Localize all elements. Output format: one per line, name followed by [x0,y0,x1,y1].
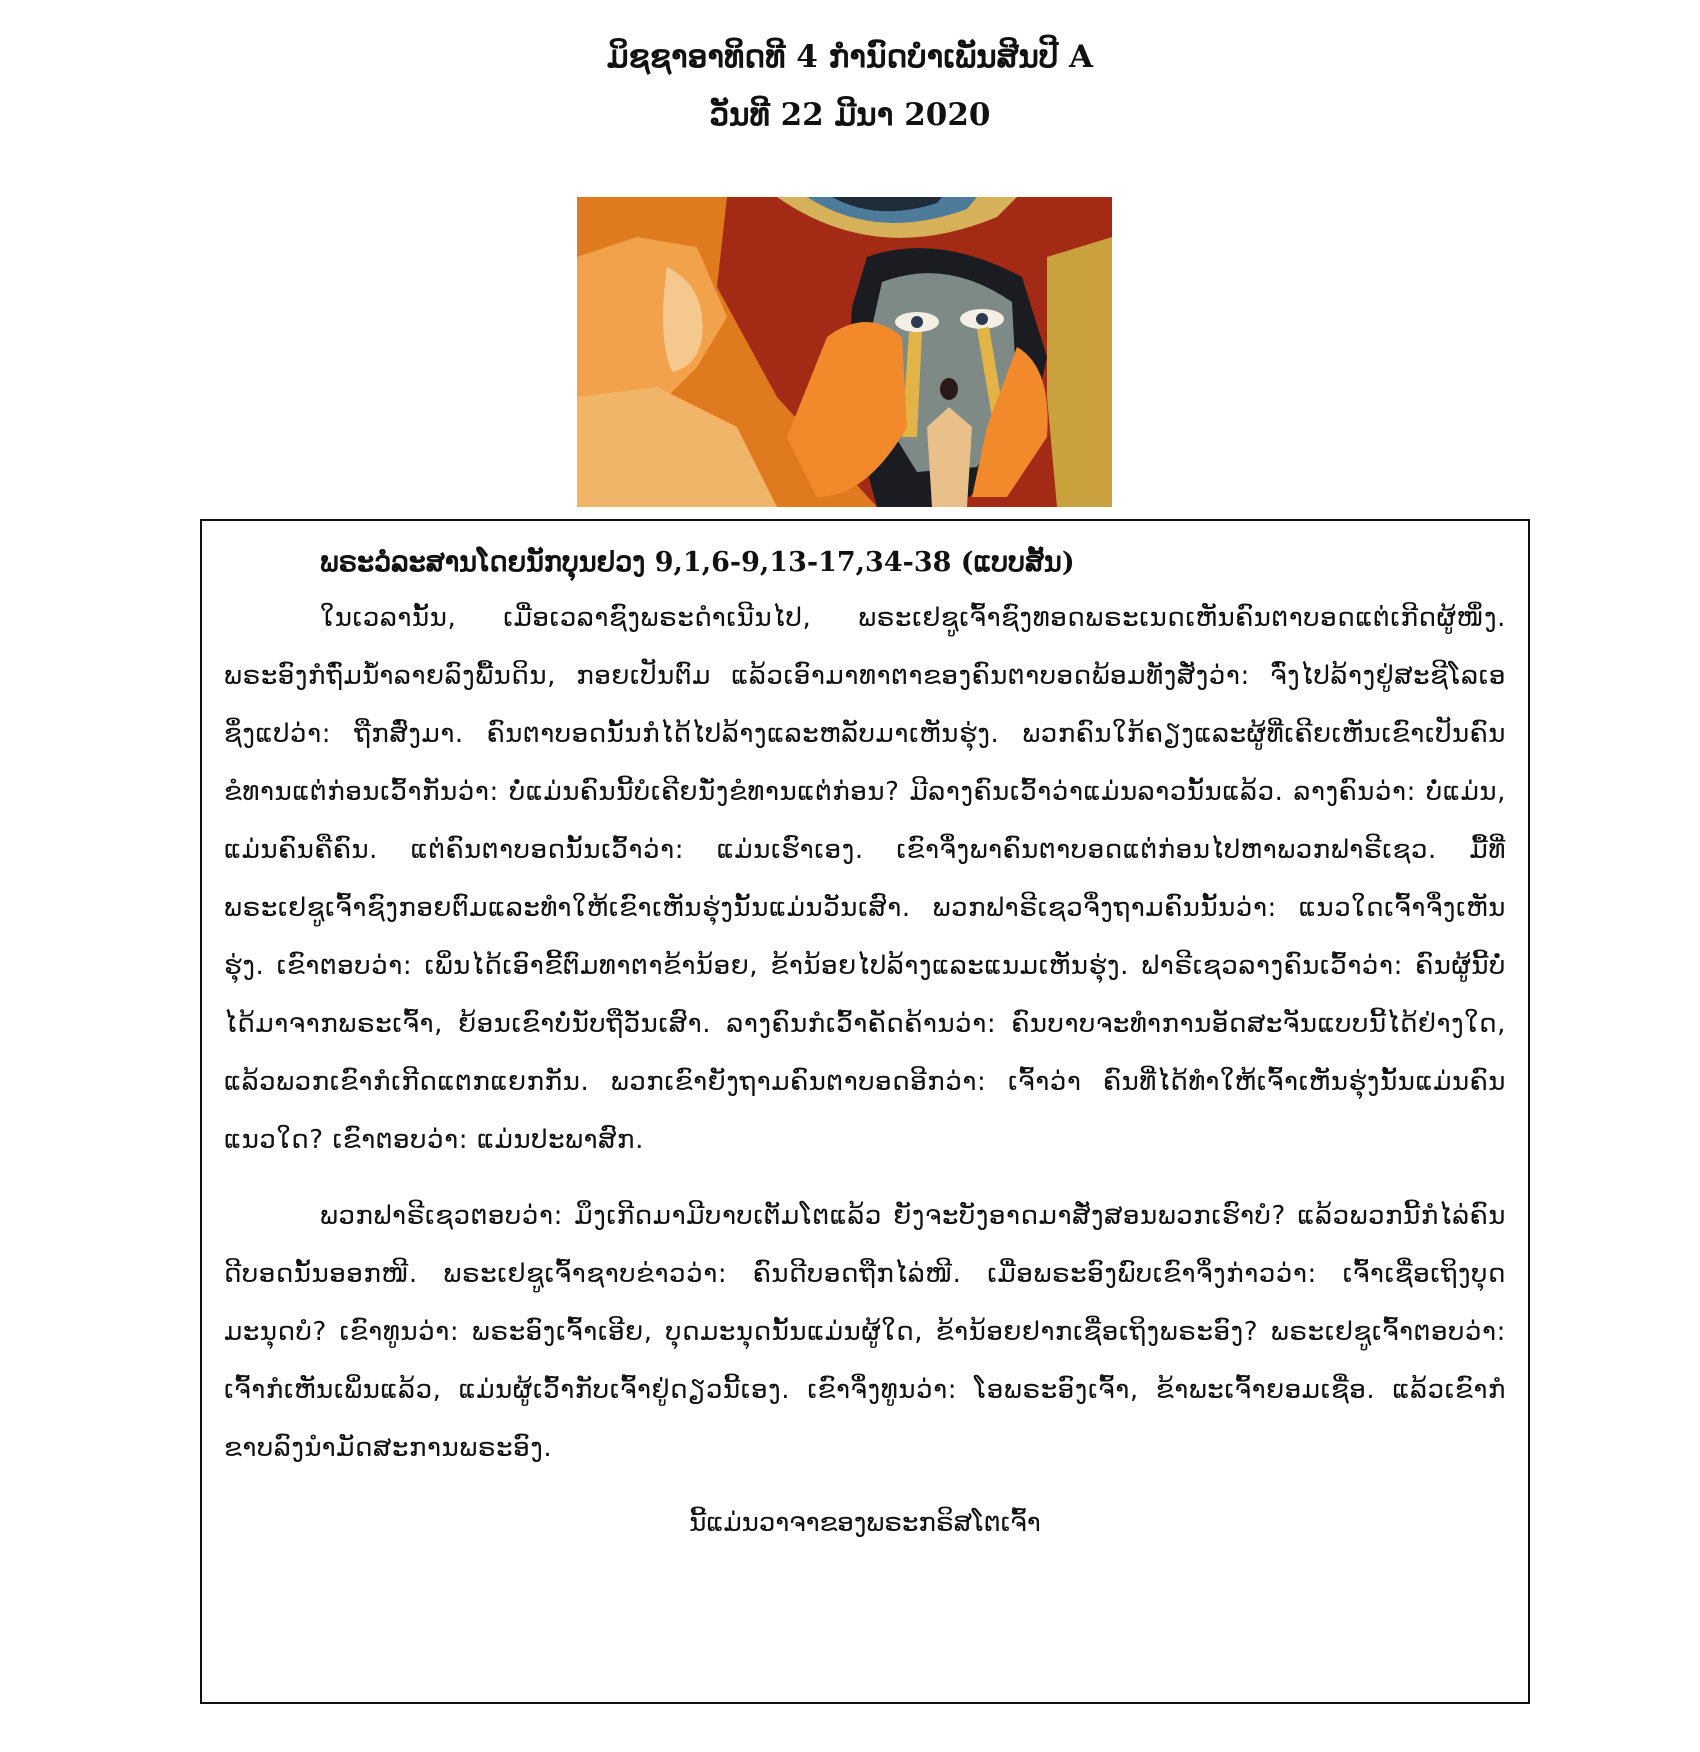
page-header [0,28,1700,144]
painting-praying-hands [927,407,972,507]
reading-paragraph-1: ໃນເວລານັ້ນ, ເມື່ອເວລາຊົງພຣະດຳເນີນໄປ, ພຣະເຢຊູເຈົ້າຊົງທອດພຣະເນດເຫັນຄົນຕາບອດແຕ່ເກີດຜູ້ໜຶ່ງ. ພຣະອົງກໍຖົ່ມນ້ຳລາຍລົງພື້ນດິນ, ກອຍເປັນຕົມ ແລ້ວເອົາມາທາຕາຂອງຄົນຕາບອດພ້ອມທັງສັ່ງວ່າ: ຈົ່ງໄປລ້າງຢູ່ສະຊີໂລເອ ຊຶ່ງແປວ່າ: ຖືກສົ່ງມາ. ຄົນຕາບອດນັ້ນກໍໄດ້ໄປລ້າງແລະຫລັບມາເຫັນຮຸ່ງ. ພວກຄົນໃກ້ຄຽງແລະຜູ້ທີ່ເຄີຍເຫັນເຂົາເປັນຄົນຂໍທານແຕ່ກ່ອນເວົ້າກັນວ່າ: ບໍ່ແມ່ນຄົນນີ້ບໍເຄີຍນັ່ງຂໍທານແຕ່ກ່ອນ? ມີລາງຄົນເວົ້າວ່າແມ່ນລາວນັ້ນແລ້ວ. ລາງຄົນວ່າ: ບໍ່ແມ່ນ, ແມ່ນຄົນຄືຄົນ. ແຕ່ຄົນຕາບອດນັ້ນເວົ້າວ່າ: ແມ່ນເຮົາເອງ. ເຂົາຈຶ່ງພາຄົນຕາບອດແຕ່ກ່ອນໄປຫາພວກຟາຣີເຊວ. ມື້ທີ່ພຣະເຢຊູເຈົ້າຊົງກອຍຕົມແລະທຳໃຫ້ເຂົາເຫັນຮຸ່ງນັ້ນແມ່ນວັນເສົາ. ພວກຟາຣີເຊວຈຶ່ງຖາມຄົນນັ້ນວ່າ: ແນວໃດເຈົ້າຈຶ່ງເຫັນຮຸ່ງ. ເຂົາຕອບວ່າ: ເພິ່ນໄດ້ເອົາຂີ້ຕົມທາຕາຂ້ານ້ອຍ, ຂ້ານ້ອຍໄປລ້າງແລະແນມເຫັນຮຸ່ງ. ຟາຣີເຊວລາງຄົນເວົ້າວ່າ: ຄົນຜູ້ນີ້ບໍ່ໄດ້ມາຈາກພຣະເຈົ້າ, ຍ້ອນເຂົາບໍ່ນັບຖືວັນເສົາ. ລາງຄົນກໍເວົ້າຄັດຄ້ານວ່າ: ຄົນບາບຈະທຳການອັດສະຈັນແບບນີ້ໄດ້ຢ່າງໃດ, ແລ້ວພວກເຂົາກໍເກີດແຕກແຍກກັນ. ພວກເຂົາຍັງຖາມຄົນຕາບອດອີກວ່າ: ເຈົ້າວ່າ ຄົນທີ່ໄດ້ທຳໃຫ້ເຈົ້າເຫັນຮຸ່ງນັ້ນແມ່ນຄົນແນວໃດ? ເຂົາຕອບວ່າ: ແມ່ນປະພາສົກ. [224,603,1506,1155]
page-title: ມິຊຊາອາທິດທີ 4 ກຳນົດບຳເພັນສີນປີ A [606,39,1094,75]
painting-mouth [940,378,958,400]
gospel-reading-box [200,519,1530,1704]
reading-paragraph-2: ພວກຟາຣີເຊວຕອບວ່າ: ມຶງເກີດມາມີບາບເຕັມໂຕແລ້ວ ຍັງຈະບັງອາດມາສັ່ງສອນພວກເຮົາບໍ? ແລ້ວພວກນີ້ກໍໄລ່ຄົນດີບອດນັ້ນອອກໜີ. ພຣະເຢຊູເຈົ້າຊາບຂ່າວວ່າ: ຄົນດີບອດຖືກໄລ່ໜີ. ເມື່ອພຣະອົງພົບເຂົາຈຶ່ງກ່າວວ່າ: ເຈົ້າເຊື່ອເຖິງບຸດມະນຸດບໍ? ເຂົາທູນວ່າ: ພຣະອົງເຈົ້າເອີຍ, ບຸດມະນຸດນັ້ນແມ່ນຜູ້ໃດ, ຂ້ານ້ອຍຢາກເຊື່ອເຖິງພຣະອົງ? ພຣະເຢຊູເຈົ້າຕອບວ່າ: ເຈົ້າກໍເຫັນເພິ່ນແລ້ວ, ແມ່ນຜູ້ເວົ້າກັບເຈົ້າຢູ່ດຽວນີ້ເອງ. ເຂົາຈຶ່ງທູນວ່າ: ໂອພຣະອົງເຈົ້າ, ຂ້າພະເຈົ້າຍອມເຊື່ອ. ແລ້ວເຂົາກໍຂາບລົງນຳມັດສະການພຣະອົງ. [224,1201,1506,1463]
healing-blind-man-painting [577,197,1112,507]
painting-left-pupil [911,316,923,328]
painting-artwork [577,197,1112,507]
page-date: ວັນທີ 22 ມີນາ 2020 [709,97,991,133]
painting-right-pupil [976,313,988,325]
reading-closing: ນີ້ແມ່ນວາຈາຂອງພຣະກຣິສໂຕເຈົ້າ [689,1508,1041,1538]
reading-title: ພຣະວໍລະສານໂດຍນັກບຸນຢວງ 9,1,6-9,13-17,34-38 (ແບບສັ້ນ) [320,547,1075,578]
painting-gold-panel [1047,237,1112,507]
